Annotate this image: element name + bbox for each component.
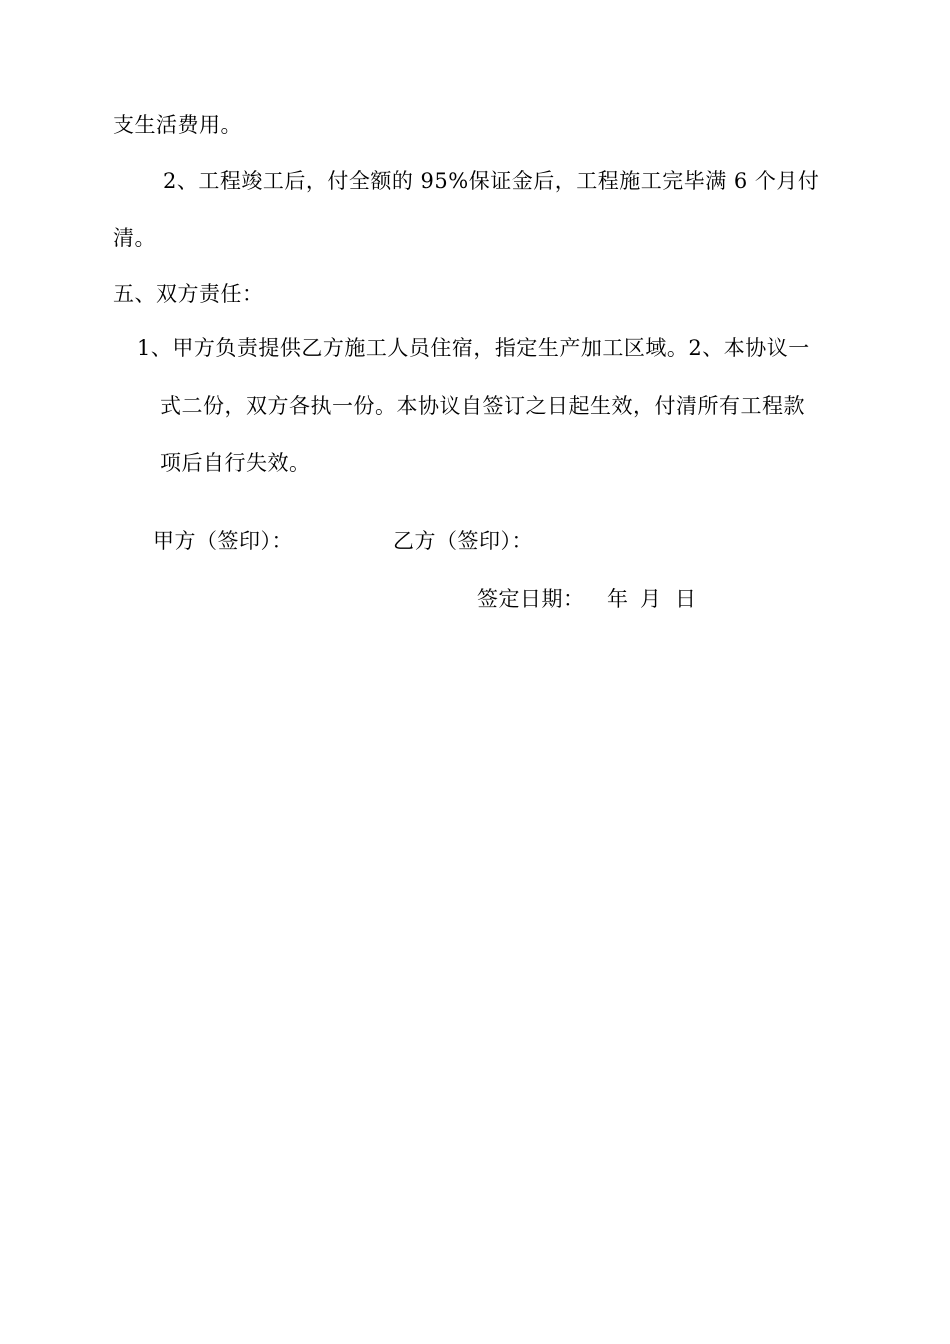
date-day-label: 日	[675, 587, 697, 611]
paragraph-line: 项后自行失效。	[160, 451, 311, 475]
paragraph-line: 1、甲方负责提供乙方施工人员住宿，指定生产加工区域。2、本协议一	[137, 336, 810, 360]
paragraph-line: 2、工程竣工后，付全额的 95%保证金后，工程施工完毕满 6 个月付	[163, 169, 820, 193]
paragraph-line: 式二份，双方各执一份。本协议自签订之日起生效，付清所有工程款	[160, 394, 805, 418]
paragraph-line: 清。	[113, 226, 156, 250]
party-a-signature-label: 甲方（签印）：	[153, 529, 293, 553]
section-heading: 五、双方责任：	[113, 282, 264, 306]
paragraph-line: 支生活费用。	[113, 113, 242, 137]
party-b-signature-label: 乙方（签印）：	[393, 529, 533, 553]
date-year-label: 年	[607, 587, 629, 611]
date-month-label: 月	[640, 587, 662, 611]
signing-date-label: 签定日期：	[477, 587, 585, 611]
